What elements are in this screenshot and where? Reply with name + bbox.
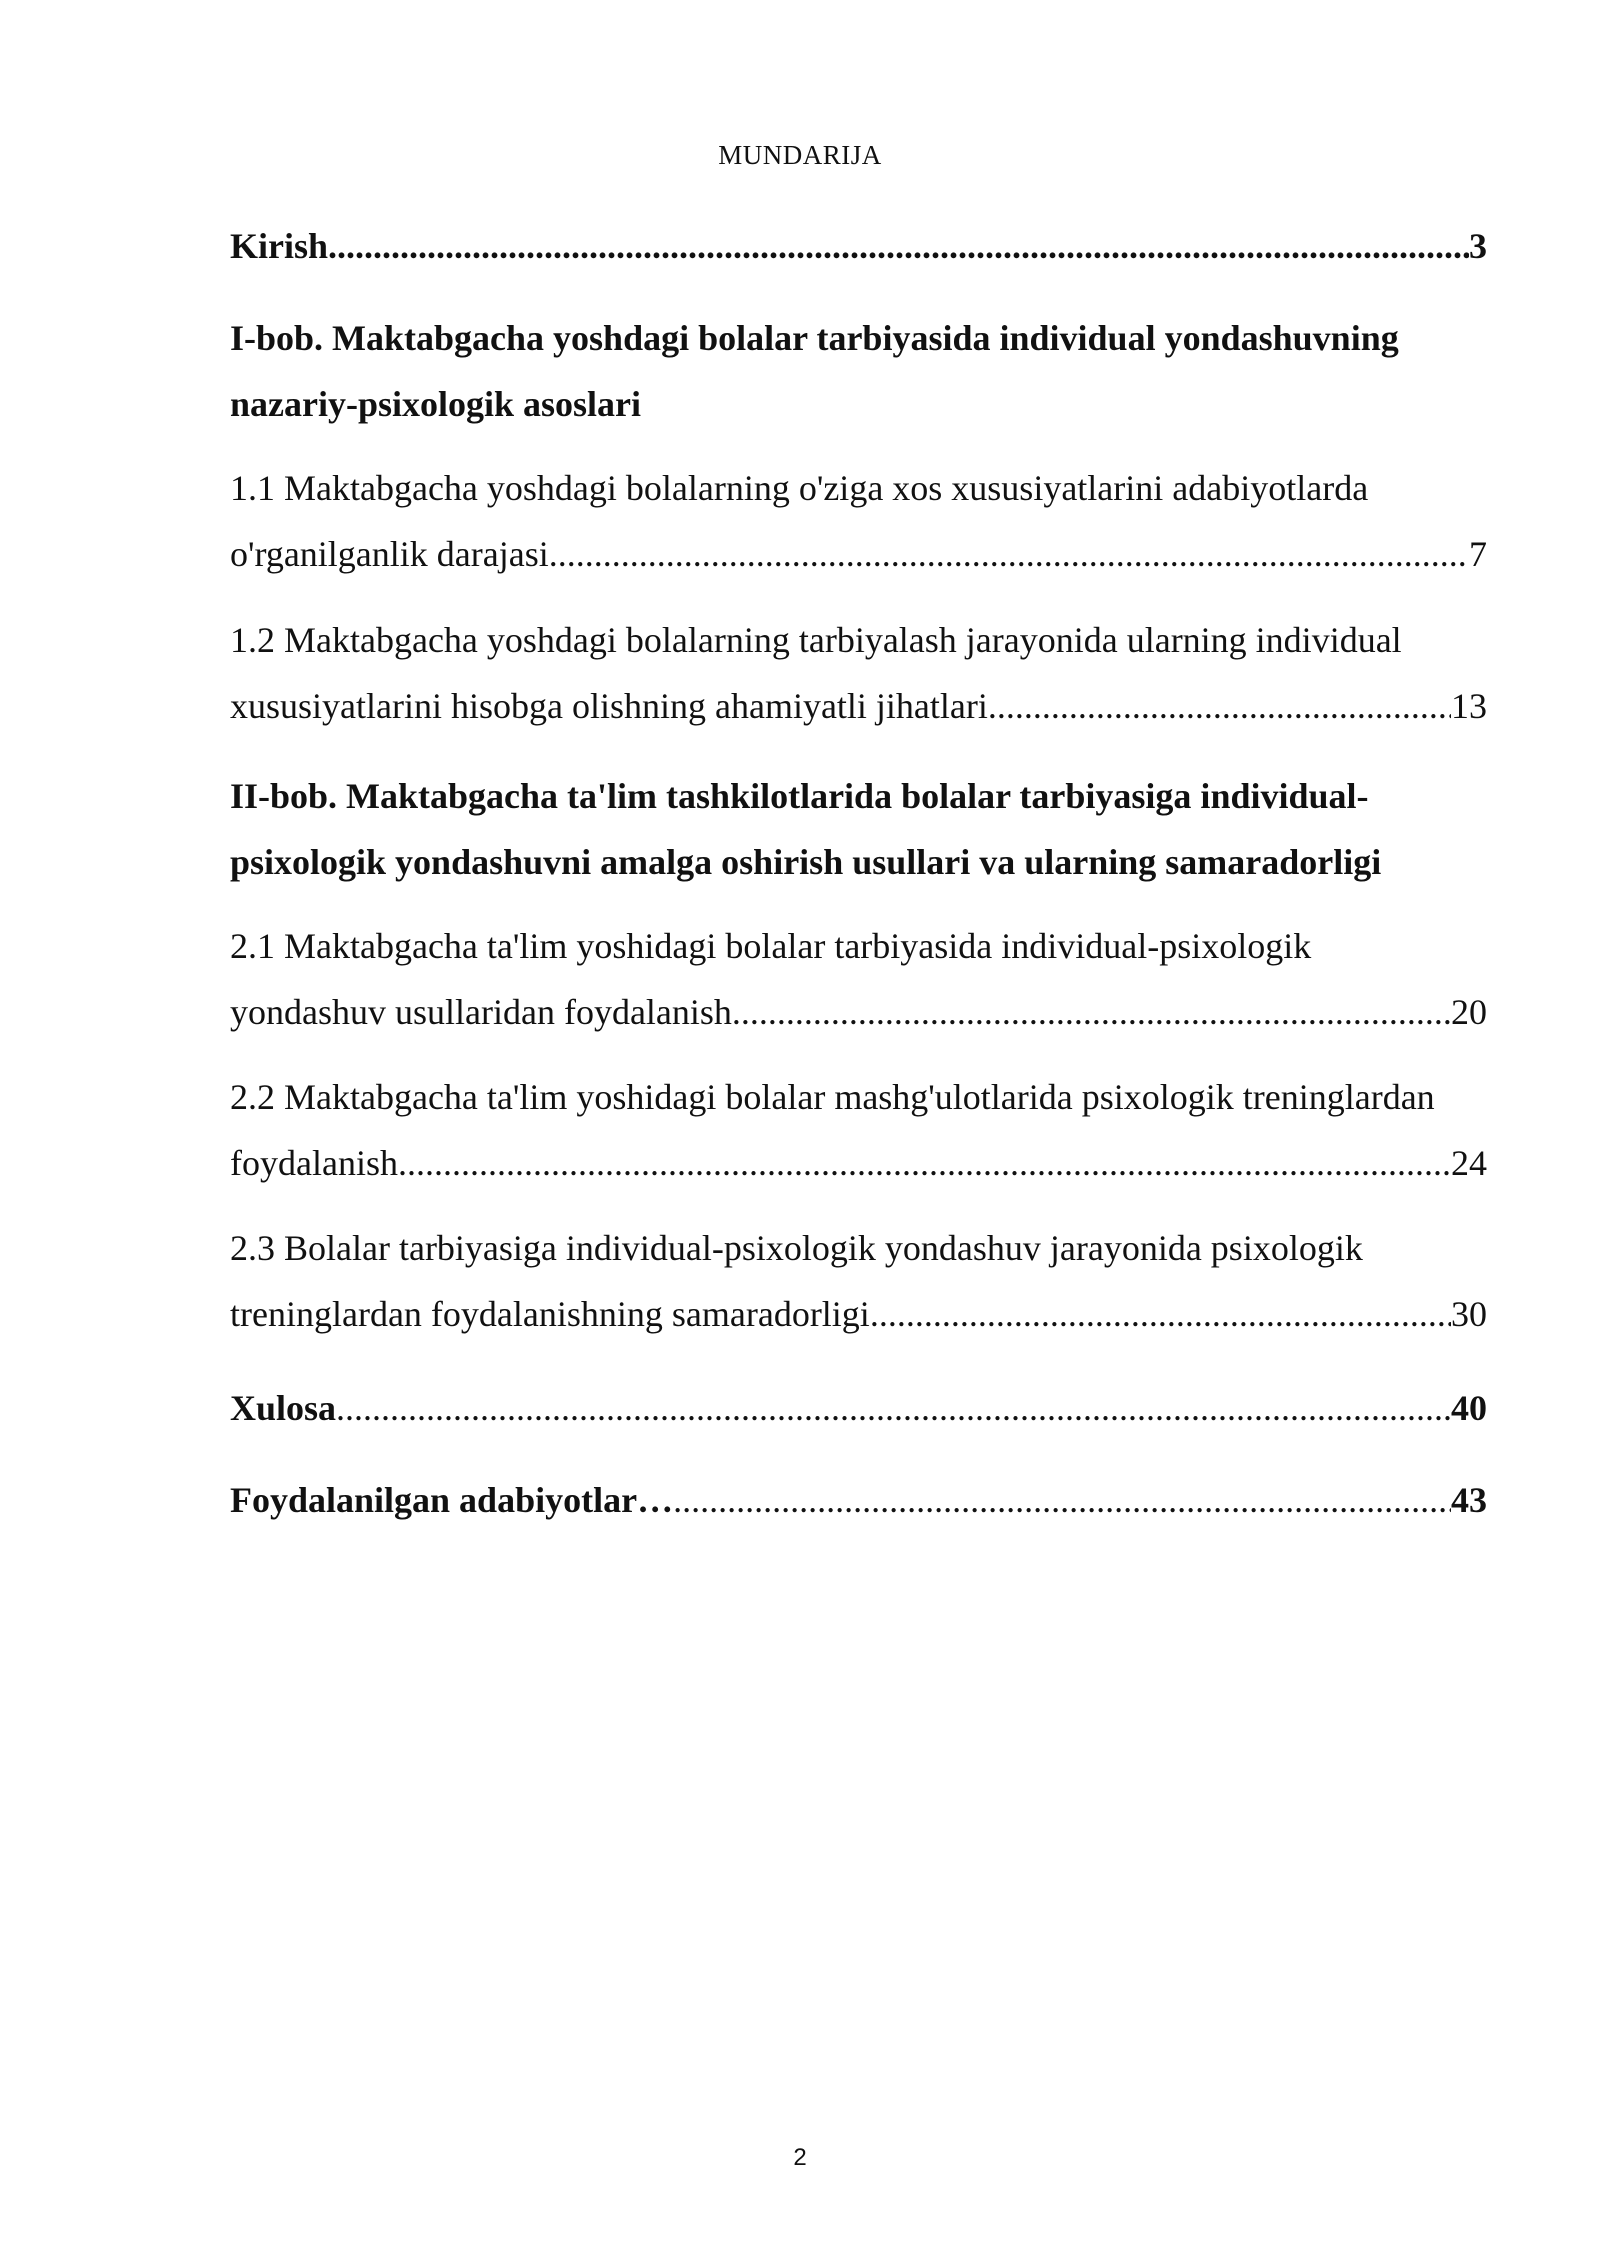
toc-section-1-2-line-2[interactable] bbox=[230, 684, 1487, 728]
page-number-footer: 2 bbox=[793, 2144, 807, 2171]
toc-page-number: 3 bbox=[1469, 226, 1487, 266]
toc-chapter-2-line-1[interactable]: II-bob. Maktabgacha ta'lim tashkilotlarida bolalar tarbiyasiga individual- bbox=[230, 776, 1369, 816]
dot-leader bbox=[870, 1292, 1451, 1336]
toc-chapter-1-line-1[interactable]: I-bob. Maktabgacha yoshdagi bolalar tarbiyasida individual yondashuvning bbox=[230, 318, 1399, 358]
toc-entry-xulosa[interactable] bbox=[230, 1386, 1487, 1430]
dot-leader bbox=[732, 990, 1451, 1034]
toc-section-2-1-line-2[interactable] bbox=[230, 990, 1487, 1034]
dot-leader bbox=[398, 1141, 1451, 1185]
toc-entry-title: o'rganilganlik darajasi bbox=[230, 534, 549, 574]
dot-leader bbox=[549, 532, 1469, 576]
toc-page-number: 7 bbox=[1469, 534, 1487, 574]
toc-entry-adabiyotlar[interactable] bbox=[230, 1478, 1487, 1522]
toc-page-number: 40 bbox=[1451, 1388, 1487, 1428]
dot-leader bbox=[328, 224, 1469, 268]
toc-entry-title: foydalanish bbox=[230, 1143, 398, 1183]
toc-section-2-3-line-1[interactable]: 2.3 Bolalar tarbiyasiga individual-psixologik yondashuv jarayonida psixologik bbox=[230, 1228, 1363, 1268]
toc-entry-title: Xulosa bbox=[230, 1388, 337, 1428]
dot-leader bbox=[673, 1478, 1451, 1522]
dot-leader bbox=[336, 1386, 1451, 1430]
toc-entry-title: treninglardan foydalanishning samaradorligi bbox=[230, 1294, 870, 1334]
toc-chapter-2-line-2[interactable]: psixologik yondashuvni amalga oshirish usullari va ularning samaradorligi bbox=[230, 842, 1382, 882]
toc-entry-kirish[interactable] bbox=[230, 224, 1487, 268]
dot-leader bbox=[988, 684, 1451, 728]
toc-chapter-1-line-2[interactable]: nazariy-psixologik asoslari bbox=[230, 384, 642, 424]
toc-page-number: 43 bbox=[1451, 1480, 1487, 1520]
toc-page-number: 13 bbox=[1451, 686, 1487, 726]
toc-page-number: 24 bbox=[1451, 1143, 1487, 1183]
toc-page-number: 30 bbox=[1451, 1294, 1487, 1334]
toc-section-2-2-line-2[interactable] bbox=[230, 1141, 1487, 1185]
toc-entry-title: xususiyatlarini hisobga olishning ahamiyatli jihatlari bbox=[230, 686, 988, 726]
toc-heading: MUNDARIJA bbox=[718, 140, 882, 170]
toc-entry-title: Kirish bbox=[230, 226, 329, 266]
toc-section-1-2-line-1[interactable]: 1.2 Maktabgacha yoshdagi bolalarning tarbiyalash jarayonida ularning individual bbox=[230, 620, 1402, 660]
toc-page-number: 20 bbox=[1451, 992, 1487, 1032]
toc-entry-title: Foydalanilgan adabiyotlar… bbox=[230, 1480, 674, 1520]
toc-section-2-1-line-1[interactable]: 2.1 Maktabgacha ta'lim yoshidagi bolalar tarbiyasida individual-psixologik bbox=[230, 926, 1312, 966]
toc-section-2-2-line-1[interactable]: 2.2 Maktabgacha ta'lim yoshidagi bolalar mashg'ulotlarida psixologik treninglardan bbox=[230, 1077, 1435, 1117]
toc-section-2-3-line-2[interactable] bbox=[230, 1292, 1487, 1336]
toc-entry-title: yondashuv usullaridan foydalanish bbox=[230, 992, 732, 1032]
toc-section-1-1-line-1[interactable]: 1.1 Maktabgacha yoshdagi bolalarning o'ziga xos xususiyatlarini adabiyotlarda bbox=[230, 468, 1369, 508]
toc-section-1-1-line-2[interactable] bbox=[230, 532, 1487, 576]
